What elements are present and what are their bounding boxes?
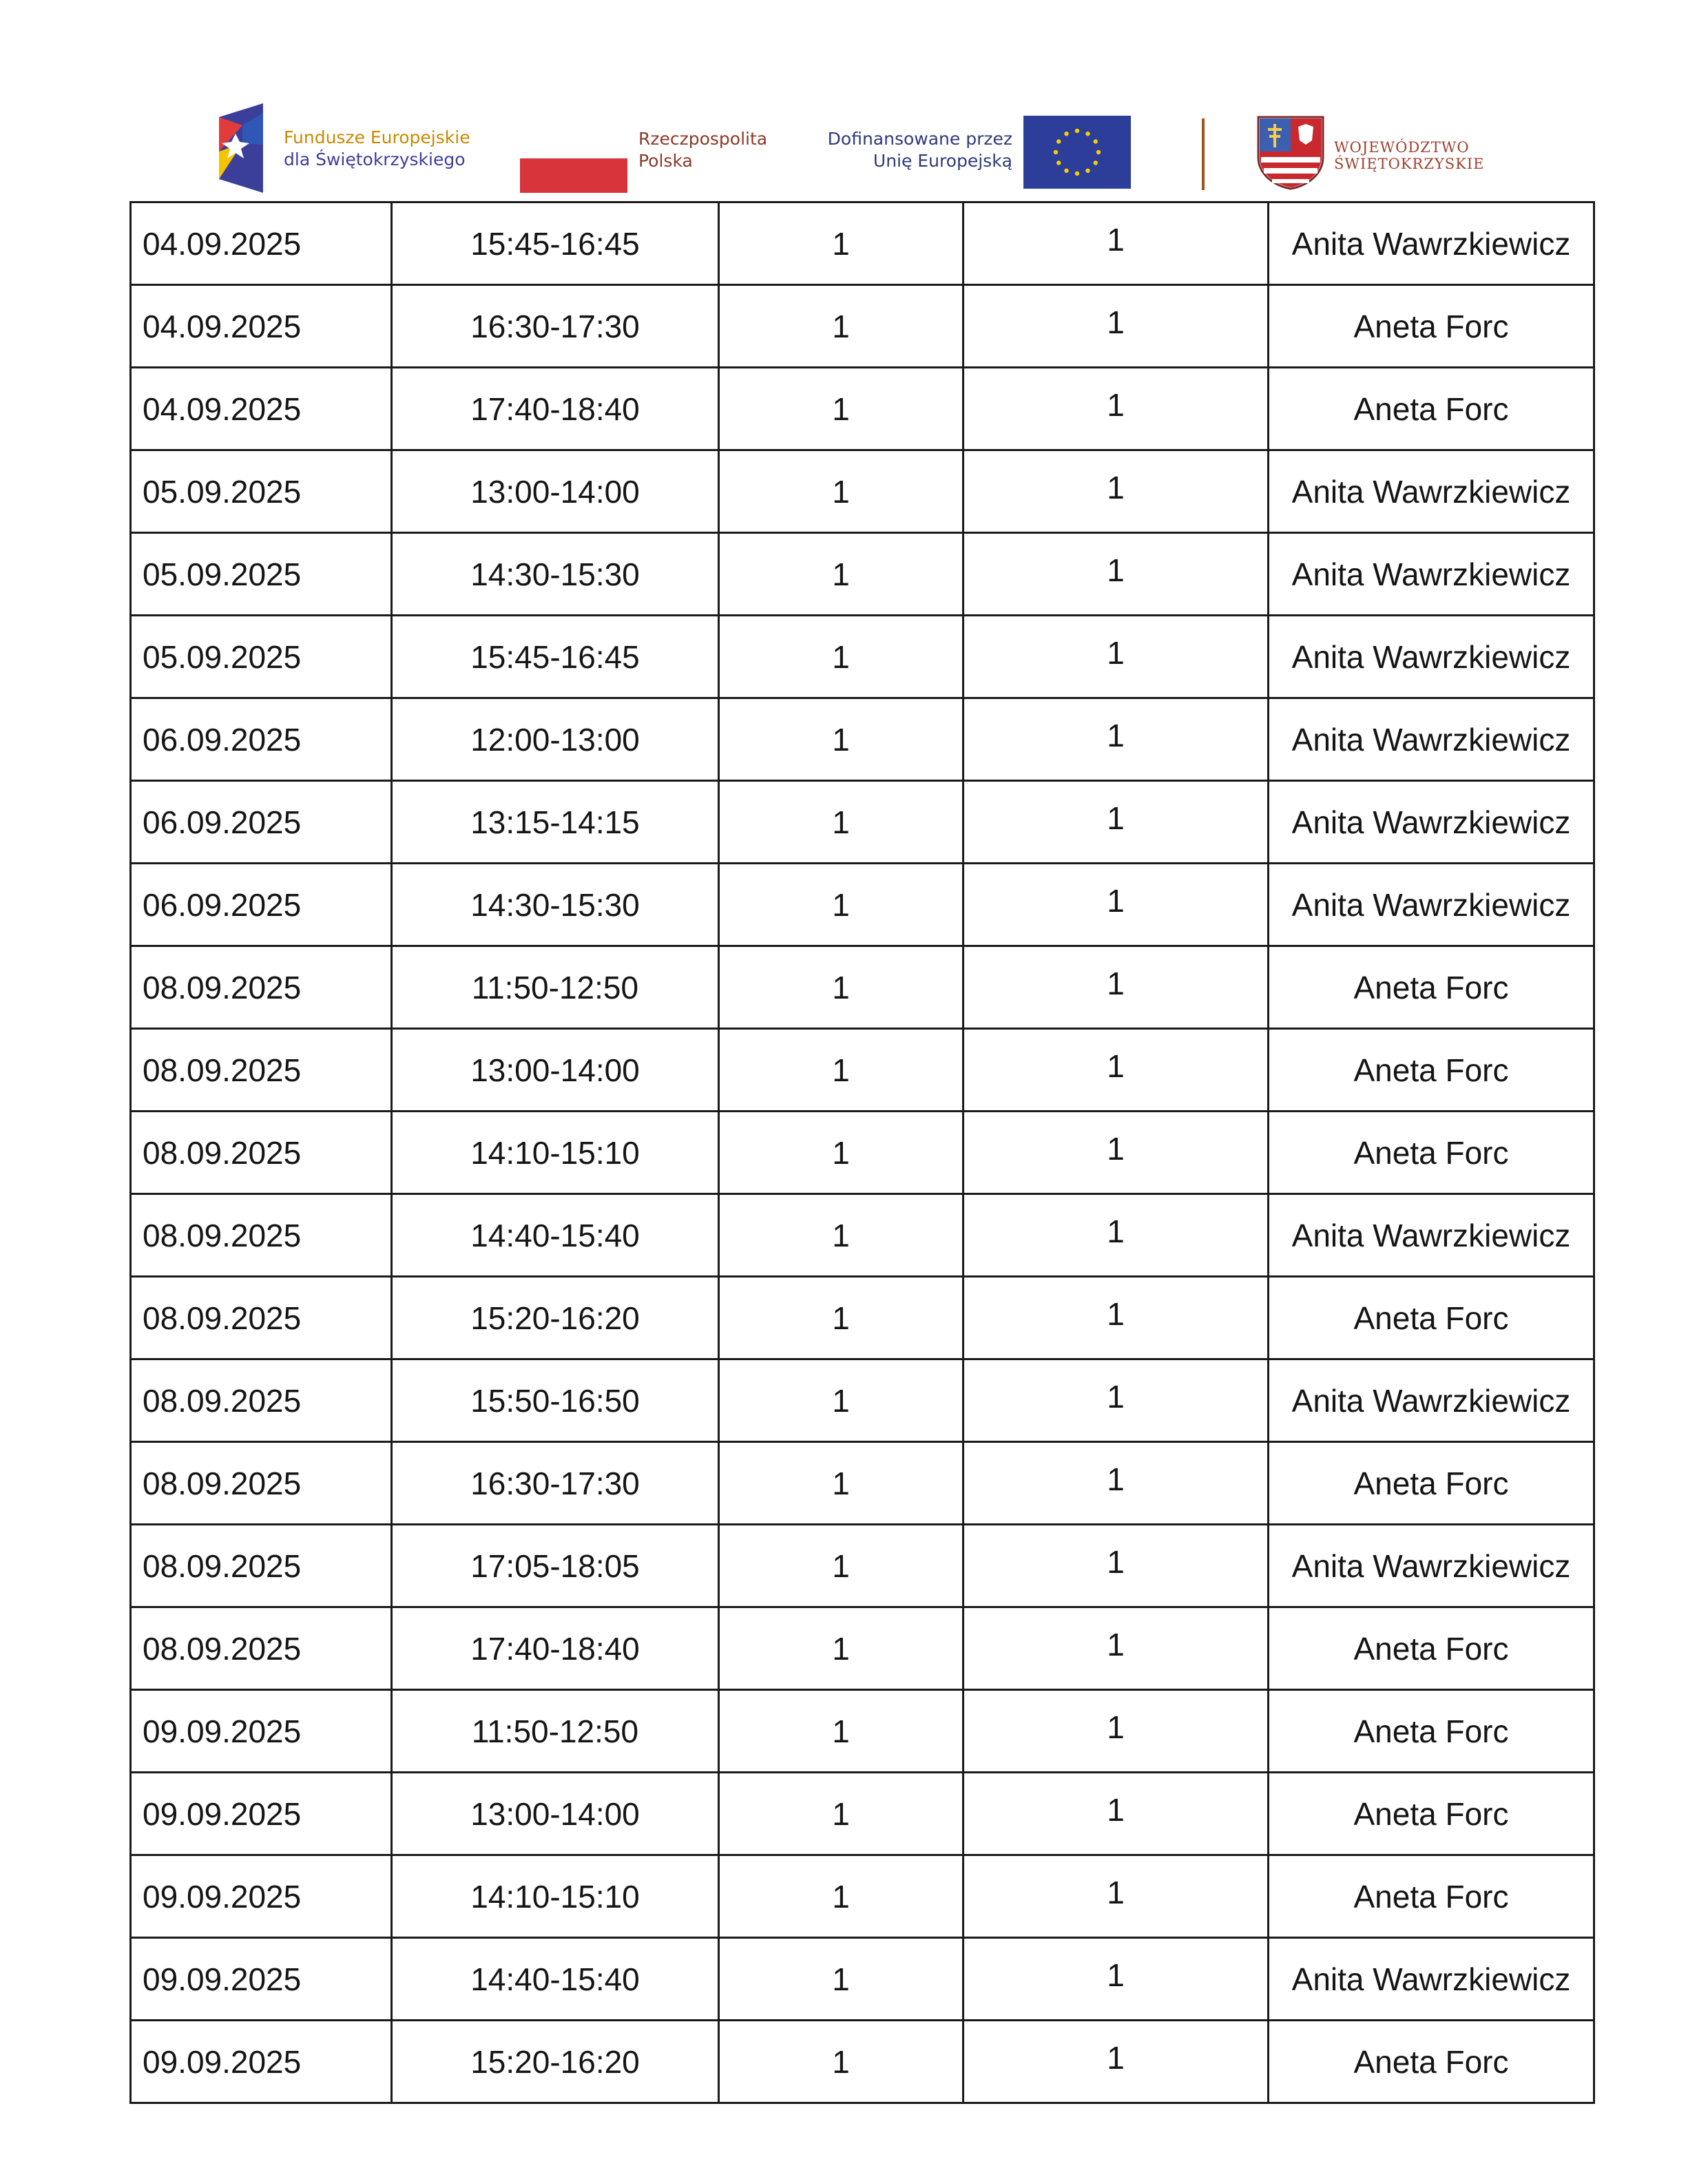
count-cell: [964, 946, 1269, 1029]
date-cell-text: 04.09.2025: [143, 225, 302, 262]
instructor-cell: [1269, 946, 1594, 1029]
table-row: [131, 1029, 1594, 1112]
date-cell-text: 08.09.2025: [143, 1630, 302, 1667]
date-cell: [131, 368, 392, 450]
table-row: [131, 1194, 1594, 1277]
count-cell: [719, 450, 964, 533]
date-cell-text: 08.09.2025: [143, 1300, 302, 1336]
table-row: [131, 1607, 1594, 1690]
time-cell-text: 13:00-14:00: [470, 1795, 640, 1832]
instructor-cell: [1269, 1773, 1594, 1855]
count-cell-text: 1: [1107, 1709, 1125, 1745]
count-cell: [719, 1773, 964, 1855]
table-row: [131, 616, 1594, 698]
time-cell-text: 16:30-17:30: [470, 1465, 640, 1501]
date-cell-text: 08.09.2025: [143, 1382, 302, 1419]
time-cell: [392, 1112, 719, 1194]
date-cell: [131, 1112, 392, 1194]
region-logo-line1: WOJEWÓDZTWO: [1334, 139, 1470, 156]
time-cell-text: 11:50-12:50: [471, 1713, 639, 1749]
count-cell: [719, 1690, 964, 1773]
swietokrzyskie-region-logo: [1257, 116, 1505, 191]
time-cell: [392, 1690, 719, 1773]
count-cell-text: 1: [1107, 1461, 1125, 1497]
table-row: [131, 1112, 1594, 1194]
count-cell: [964, 533, 1269, 616]
instructor-cell: [1269, 1525, 1594, 1607]
date-cell: [131, 1359, 392, 1442]
count-cell: [719, 698, 964, 781]
table-row: [131, 533, 1594, 616]
count-cell-text: 1: [1107, 2039, 1125, 2076]
table-row: [131, 285, 1594, 368]
count-cell: [964, 698, 1269, 781]
instructor-cell: [1269, 616, 1594, 698]
date-cell-text: 09.09.2025: [143, 1713, 302, 1749]
eu-logo-line2: Unię Europejską: [873, 151, 1012, 171]
table-row: [131, 1773, 1594, 1855]
count-cell-text: 1: [1107, 552, 1125, 588]
date-cell: [131, 864, 392, 946]
date-cell-text: 09.09.2025: [143, 1878, 302, 1915]
time-cell-text: 13:15-14:15: [470, 804, 640, 840]
fe-logo-line1: Fundusze Europejskie: [284, 127, 470, 147]
instructor-cell: [1269, 781, 1594, 864]
time-cell: [392, 285, 719, 368]
date-cell-text: 08.09.2025: [143, 1052, 302, 1088]
table-row: [131, 864, 1594, 946]
table-row: [131, 450, 1594, 533]
time-cell-text: 14:30-15:30: [470, 556, 640, 592]
schedule-table: [129, 201, 1595, 2104]
date-cell-text: 08.09.2025: [143, 1134, 302, 1171]
instructor-cell-text: Anita Wawrzkiewicz: [1291, 225, 1571, 262]
instructor-cell-text: Aneta Forc: [1353, 1630, 1509, 1667]
time-cell-text: 12:00-13:00: [470, 721, 640, 758]
date-cell-text: 08.09.2025: [143, 1547, 302, 1584]
instructor-cell-text: Aneta Forc: [1353, 969, 1509, 1005]
count-cell-text: 1: [1107, 469, 1125, 505]
count-cell-text: 1: [832, 1713, 850, 1749]
count-cell-text: 1: [832, 556, 850, 592]
count-cell: [719, 285, 964, 368]
count-cell: [964, 864, 1269, 946]
count-cell: [719, 1112, 964, 1194]
instructor-cell: [1269, 1442, 1594, 1525]
count-cell-text: 1: [832, 1300, 850, 1336]
count-cell: [719, 1525, 964, 1607]
time-cell-text: 14:10-15:10: [470, 1134, 640, 1171]
date-cell: [131, 285, 392, 368]
count-cell: [964, 1690, 1269, 1773]
count-cell-text: 1: [832, 721, 850, 758]
date-cell-text: 04.09.2025: [143, 390, 302, 427]
rzeczpospolita-polska-text: [638, 128, 767, 172]
count-cell-text: 1: [832, 473, 850, 510]
table-row: [131, 368, 1594, 450]
date-cell-text: 09.09.2025: [143, 1961, 302, 1997]
instructor-cell: [1269, 2021, 1594, 2103]
eu-logo-line1: Dofinansowane przez: [827, 129, 1012, 149]
time-cell: [392, 1029, 719, 1112]
count-cell-text: 1: [832, 1217, 850, 1253]
count-cell: [964, 1525, 1269, 1607]
count-cell: [964, 450, 1269, 533]
count-cell: [719, 1194, 964, 1277]
date-cell: [131, 533, 392, 616]
instructor-cell: [1269, 533, 1594, 616]
count-cell: [964, 781, 1269, 864]
count-cell: [964, 368, 1269, 450]
instructor-cell: [1269, 698, 1594, 781]
count-cell-text: 1: [832, 225, 850, 262]
count-cell: [964, 616, 1269, 698]
table-row: [131, 2021, 1594, 2103]
count-cell-text: 1: [1107, 1543, 1125, 1580]
count-cell: [719, 1938, 964, 2021]
count-cell-text: 1: [832, 886, 850, 923]
table-row: [131, 1525, 1594, 1607]
count-cell-text: 1: [832, 1961, 850, 1997]
date-cell-text: 06.09.2025: [143, 886, 302, 923]
time-cell-text: 13:00-14:00: [470, 1052, 640, 1088]
time-cell-text: 15:20-16:20: [470, 1300, 640, 1336]
count-cell-text: 1: [832, 308, 850, 344]
instructor-cell: [1269, 864, 1594, 946]
count-cell-text: 1: [1107, 965, 1125, 1001]
schedule-table-body: [131, 202, 1594, 2103]
count-cell-text: 1: [832, 638, 850, 675]
time-cell-text: 14:10-15:10: [470, 1878, 640, 1915]
count-cell-text: 1: [1107, 634, 1125, 671]
eu-cofinanced-text: [820, 128, 1012, 172]
date-cell: [131, 1690, 392, 1773]
time-cell: [392, 1525, 719, 1607]
count-cell-text: 1: [1107, 304, 1125, 340]
instructor-cell: [1269, 1029, 1594, 1112]
count-cell: [719, 533, 964, 616]
instructor-cell-text: Anita Wawrzkiewicz: [1291, 721, 1571, 758]
date-cell: [131, 946, 392, 1029]
date-cell: [131, 450, 392, 533]
date-cell: [131, 698, 392, 781]
instructor-cell-text: Aneta Forc: [1353, 1713, 1509, 1749]
rzeczpospolita-polska-logo: [520, 124, 795, 193]
time-cell-text: 17:40-18:40: [470, 1630, 640, 1667]
rp-logo-line2: Polska: [638, 151, 693, 171]
instructor-cell-text: Anita Wawrzkiewicz: [1291, 1547, 1571, 1584]
count-cell-text: 1: [1107, 386, 1125, 423]
time-cell: [392, 368, 719, 450]
instructor-cell-text: Aneta Forc: [1353, 390, 1509, 427]
count-cell-text: 1: [1107, 1213, 1125, 1249]
instructor-cell: [1269, 1359, 1594, 1442]
polish-flag-icon: [520, 124, 627, 193]
count-cell-text: 1: [832, 969, 850, 1005]
fundusze-europejskie-text: [284, 127, 470, 171]
instructor-cell-text: Aneta Forc: [1353, 2043, 1509, 2080]
time-cell-text: 15:45-16:45: [470, 638, 640, 675]
time-cell: [392, 2021, 719, 2103]
instructor-cell: [1269, 1690, 1594, 1773]
count-cell-text: 1: [1107, 800, 1125, 836]
time-cell-text: 15:50-16:50: [470, 1382, 640, 1419]
count-cell: [719, 1029, 964, 1112]
table-row: [131, 1938, 1594, 2021]
fe-logo-line2: dla Świętokrzyskiego: [284, 149, 466, 169]
rp-logo-line1: Rzeczpospolita: [638, 129, 768, 149]
instructor-cell: [1269, 1194, 1594, 1277]
count-cell-text: 1: [1107, 1378, 1125, 1415]
count-cell-text: 1: [832, 1382, 850, 1419]
instructor-cell: [1269, 1855, 1594, 1938]
date-cell-text: 09.09.2025: [143, 2043, 302, 2080]
count-cell: [964, 1855, 1269, 1938]
date-cell: [131, 1277, 392, 1359]
instructor-cell-text: Anita Wawrzkiewicz: [1291, 1961, 1571, 1997]
count-cell: [719, 781, 964, 864]
date-cell-text: 08.09.2025: [143, 969, 302, 1005]
count-cell-text: 1: [1107, 882, 1125, 919]
count-cell-text: 1: [1107, 221, 1125, 258]
instructor-cell: [1269, 1938, 1594, 2021]
instructor-cell-text: Anita Wawrzkiewicz: [1291, 886, 1571, 923]
count-cell: [964, 1359, 1269, 1442]
date-cell: [131, 1029, 392, 1112]
date-cell-text: 08.09.2025: [143, 1217, 302, 1253]
instructor-cell-text: Aneta Forc: [1353, 1052, 1509, 1088]
count-cell-text: 1: [832, 1547, 850, 1584]
instructor-cell: [1269, 450, 1594, 533]
time-cell-text: 16:30-17:30: [470, 308, 640, 344]
count-cell: [964, 1194, 1269, 1277]
table-row: [131, 946, 1594, 1029]
logo-divider: [1202, 118, 1205, 190]
time-cell-text: 14:40-15:40: [470, 1961, 640, 1997]
date-cell: [131, 781, 392, 864]
time-cell: [392, 946, 719, 1029]
region-logo-line2: ŚWIĘTOKRZYSKIE: [1334, 156, 1485, 172]
instructor-cell-text: Aneta Forc: [1353, 1134, 1509, 1171]
count-cell-text: 1: [832, 1878, 850, 1915]
instructor-cell: [1269, 1112, 1594, 1194]
time-cell-text: 14:30-15:30: [470, 886, 640, 923]
count-cell: [964, 1029, 1269, 1112]
date-cell: [131, 2021, 392, 2103]
time-cell: [392, 1607, 719, 1690]
count-cell: [964, 285, 1269, 368]
count-cell: [719, 2021, 964, 2103]
count-cell-text: 1: [832, 390, 850, 427]
time-cell-text: 17:40-18:40: [470, 390, 640, 427]
instructor-cell-text: Aneta Forc: [1353, 1300, 1509, 1336]
time-cell-text: 13:00-14:00: [470, 473, 640, 510]
count-cell-text: 1: [1107, 717, 1125, 753]
count-cell: [964, 1112, 1269, 1194]
instructor-cell-text: Aneta Forc: [1353, 1795, 1509, 1832]
count-cell-text: 1: [832, 804, 850, 840]
count-cell: [719, 1359, 964, 1442]
time-cell: [392, 1194, 719, 1277]
date-cell: [131, 1938, 392, 2021]
count-cell-text: 1: [832, 1630, 850, 1667]
instructor-cell-text: Anita Wawrzkiewicz: [1291, 473, 1571, 510]
date-cell-text: 05.09.2025: [143, 473, 302, 510]
count-cell-text: 1: [832, 1795, 850, 1832]
swietokrzyskie-region-text: [1334, 139, 1484, 172]
table-row: [131, 1442, 1594, 1525]
fundusze-europejskie-logo: [215, 103, 518, 193]
instructor-cell: [1269, 1277, 1594, 1359]
time-cell-text: 15:20-16:20: [470, 2043, 640, 2080]
count-cell-text: 1: [1107, 1130, 1125, 1167]
time-cell: [392, 698, 719, 781]
time-cell: [392, 1442, 719, 1525]
count-cell: [964, 1607, 1269, 1690]
count-cell-text: 1: [1107, 1295, 1125, 1332]
instructor-cell: [1269, 285, 1594, 368]
count-cell: [719, 1442, 964, 1525]
time-cell-text: 14:40-15:40: [470, 1217, 640, 1253]
time-cell: [392, 616, 719, 698]
table-row: [131, 1855, 1594, 1938]
count-cell-text: 1: [1107, 1791, 1125, 1828]
instructor-cell-text: Anita Wawrzkiewicz: [1291, 1382, 1571, 1419]
logo-header: [207, 103, 1515, 193]
date-cell: [131, 1442, 392, 1525]
count-cell-text: 1: [832, 1134, 850, 1171]
instructor-cell-text: Aneta Forc: [1353, 1878, 1509, 1915]
count-cell-text: 1: [1107, 1626, 1125, 1662]
time-cell: [392, 1938, 719, 2021]
date-cell: [131, 1194, 392, 1277]
time-cell: [392, 781, 719, 864]
time-cell: [392, 450, 719, 533]
count-cell: [719, 1607, 964, 1690]
count-cell: [719, 864, 964, 946]
time-cell-text: 15:45-16:45: [470, 225, 640, 262]
time-cell: [392, 1359, 719, 1442]
instructor-cell-text: Aneta Forc: [1353, 308, 1509, 344]
instructor-cell-text: Aneta Forc: [1353, 1465, 1509, 1501]
count-cell: [964, 202, 1269, 285]
date-cell-text: 08.09.2025: [143, 1465, 302, 1501]
time-cell: [392, 864, 719, 946]
count-cell: [964, 2021, 1269, 2103]
table-row: [131, 1277, 1594, 1359]
count-cell-text: 1: [1107, 1874, 1125, 1910]
count-cell: [964, 1938, 1269, 2021]
date-cell: [131, 1773, 392, 1855]
time-cell: [392, 202, 719, 285]
instructor-cell-text: Anita Wawrzkiewicz: [1291, 1217, 1571, 1253]
table-row: [131, 1690, 1594, 1773]
count-cell-text: 1: [1107, 1047, 1125, 1084]
time-cell: [392, 1855, 719, 1938]
coat-of-arms-icon: [1257, 116, 1324, 190]
count-cell: [719, 202, 964, 285]
fundusze-europejskie-mark-icon: [215, 103, 273, 193]
eu-cofinanced-logo: [820, 116, 1205, 191]
count-cell: [964, 1442, 1269, 1525]
time-cell: [392, 533, 719, 616]
table-row: [131, 1359, 1594, 1442]
count-cell-text: 1: [832, 1465, 850, 1501]
instructor-cell: [1269, 202, 1594, 285]
date-cell: [131, 616, 392, 698]
instructor-cell-text: Anita Wawrzkiewicz: [1291, 556, 1571, 592]
date-cell-text: 06.09.2025: [143, 804, 302, 840]
date-cell-text: 04.09.2025: [143, 308, 302, 344]
instructor-cell: [1269, 368, 1594, 450]
count-cell: [964, 1773, 1269, 1855]
instructor-cell-text: Anita Wawrzkiewicz: [1291, 804, 1571, 840]
time-cell: [392, 1773, 719, 1855]
count-cell-text: 1: [832, 1052, 850, 1088]
count-cell: [719, 616, 964, 698]
count-cell: [719, 946, 964, 1029]
instructor-cell: [1269, 1607, 1594, 1690]
count-cell: [719, 1855, 964, 1938]
date-cell: [131, 1855, 392, 1938]
time-cell: [392, 1277, 719, 1359]
date-cell: [131, 1607, 392, 1690]
date-cell-text: 09.09.2025: [143, 1795, 302, 1832]
instructor-cell-text: Anita Wawrzkiewicz: [1291, 638, 1571, 675]
date-cell-text: 06.09.2025: [143, 721, 302, 758]
date-cell: [131, 202, 392, 285]
count-cell: [719, 368, 964, 450]
table-row: [131, 781, 1594, 864]
time-cell-text: 11:50-12:50: [471, 969, 639, 1005]
time-cell-text: 17:05-18:05: [470, 1547, 640, 1584]
table-row: [131, 698, 1594, 781]
table-row: [131, 202, 1594, 285]
date-cell: [131, 1525, 392, 1607]
date-cell-text: 05.09.2025: [143, 556, 302, 592]
count-cell-text: 1: [832, 2043, 850, 2080]
eu-flag-icon: [1023, 116, 1131, 189]
count-cell: [719, 1277, 964, 1359]
count-cell: [964, 1277, 1269, 1359]
count-cell-text: 1: [1107, 1957, 1125, 1993]
date-cell-text: 05.09.2025: [143, 638, 302, 675]
